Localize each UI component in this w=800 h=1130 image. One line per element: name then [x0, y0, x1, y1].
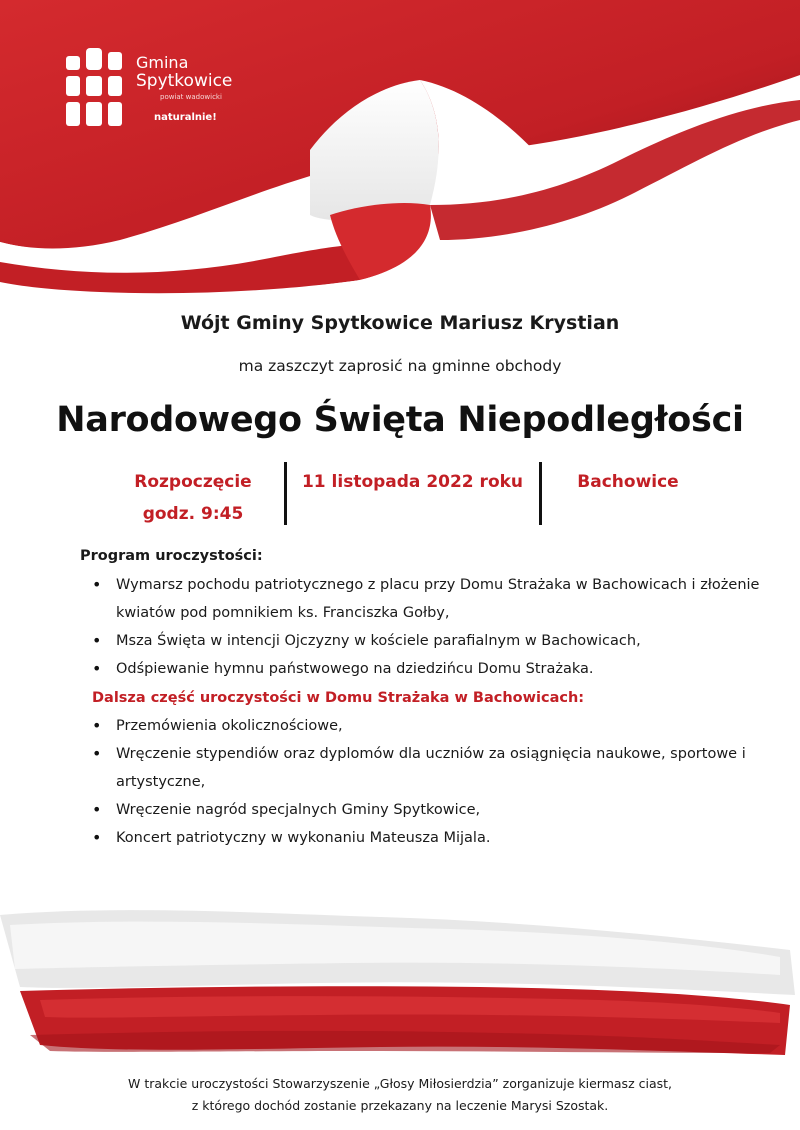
- start-label: Rozpoczęcie: [134, 472, 252, 492]
- list-item: • Przemówienia okolicznościowe,: [116, 712, 760, 740]
- list-item: • Msza Święta w intencji Ojczyzny w kościele parafialnym w Bachowicach,: [116, 627, 760, 655]
- list-item: • Koncert patriotyczny w wykonaniu Mateusza Mijala.: [116, 824, 760, 852]
- event-date: 11 listopada 2022 roku: [301, 472, 524, 492]
- event-title: Narodowego Święta Niepodległości: [56, 400, 744, 440]
- event-place: Bachowice: [577, 472, 679, 492]
- gmina-logo: [64, 46, 264, 136]
- brushstroke-flag-graphic: [0, 895, 800, 1065]
- list-item: • Wręczenie stypendiów oraz dyplomów dla uczniów za osiągnięcia naukowe, sportowe i artystyczne,: [116, 740, 760, 796]
- event-info-row: [0, 462, 800, 526]
- logo-subtext: powiat wadowicki: [160, 93, 222, 101]
- program-section: [80, 543, 760, 852]
- list-item: • Wręczenie nagród specjalnych Gminy Spytkowice,: [116, 796, 760, 824]
- logo-tagline: naturalnie!: [154, 112, 217, 123]
- footer-line2: z którego dochód zostanie przekazany na leczenie Marysi Szostak.: [191, 1098, 609, 1113]
- divider: [539, 462, 542, 525]
- invite-line: ma zaszczyt zaprosić na gminne obchody: [238, 357, 562, 375]
- start-time: godz. 9:45: [142, 504, 244, 524]
- program-subheading: Dalsza część uroczystości w Domu Strażaka w Bachowicach:: [92, 690, 585, 706]
- list-item: • Odśpiewanie hymnu państwowego na dziedzińcu Domu Strażaka.: [116, 655, 760, 683]
- footer-line1: W trakcie uroczystości Stowarzyszenie „Głosy Miłosierdzia” zorganizuje kiermasz ciast,: [128, 1076, 672, 1091]
- start-block: [108, 466, 278, 530]
- host-line: Wójt Gminy Spytkowice Mariusz Krystian: [180, 312, 620, 334]
- list-item: • Wymarsz pochodu patriotycznego z placu przy Domu Strażaka w Bachowicach i złożenie kwiatów pod pomnikiem ks. Franciszka Gołby,: [116, 571, 760, 627]
- header-ribbon-background: [0, 0, 800, 300]
- program-list-part1: [80, 571, 760, 683]
- program-list-part2: [80, 712, 760, 852]
- logo-text-line2: Spytkowice: [136, 71, 233, 91]
- program-heading: Program uroczystości:: [80, 548, 263, 564]
- logo-text-line1: Gmina: [136, 53, 189, 72]
- logo-mark-icon: [64, 46, 126, 130]
- footer-note: [0, 1073, 800, 1117]
- divider: [284, 462, 287, 525]
